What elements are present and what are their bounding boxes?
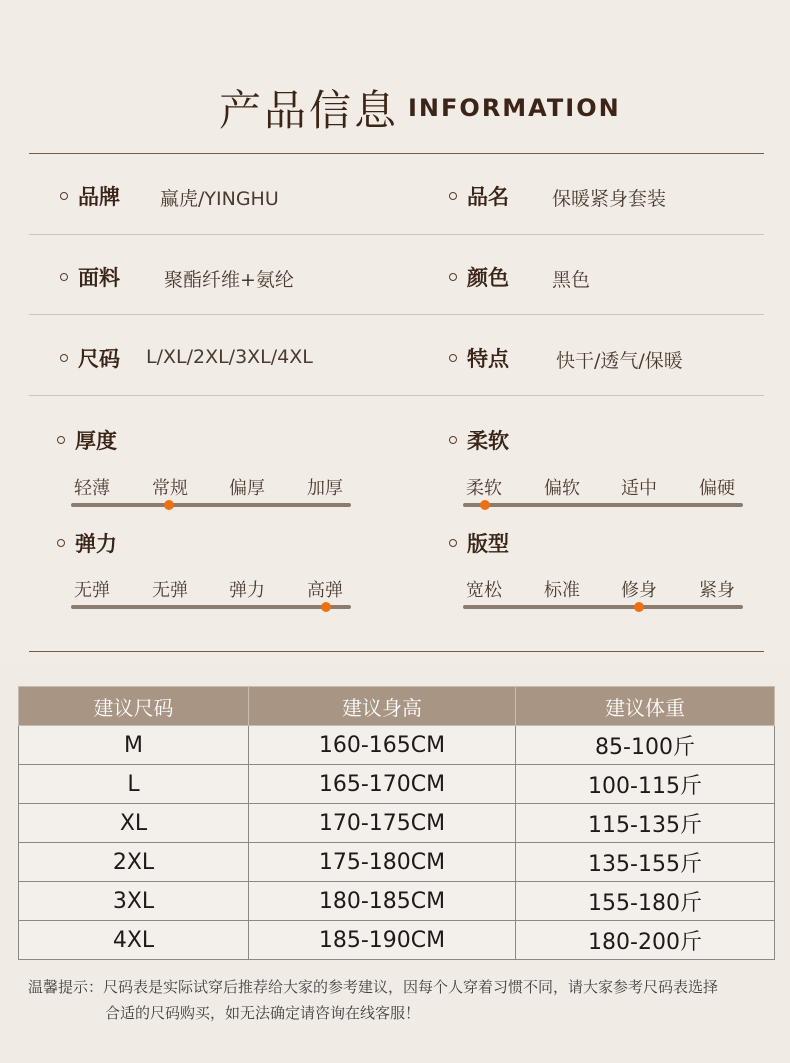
section-title-en: INFORMATION	[408, 94, 621, 122]
attr-label: 品名	[467, 185, 509, 209]
scale-elasticity-title	[57, 528, 117, 558]
divider	[29, 234, 764, 235]
bullet-icon	[449, 354, 457, 362]
scale-fit-title	[449, 528, 509, 558]
size-cell: 3XL	[19, 882, 249, 921]
scale-track	[463, 503, 743, 507]
attr-features	[449, 343, 509, 373]
attr-label: 面料	[78, 266, 120, 290]
bullet-icon	[60, 354, 68, 362]
column-header: 建议尺码	[19, 687, 249, 726]
height-cell: 180-185CM	[249, 882, 516, 921]
section-title: 产品信息	[219, 86, 400, 135]
bullet-icon	[57, 539, 65, 547]
weight-cell: 180-200斤	[516, 921, 775, 960]
table-row	[19, 765, 775, 804]
scale-option: 加厚	[307, 478, 343, 499]
scale-option: 标准	[544, 580, 580, 601]
divider	[29, 395, 764, 396]
scale-option: 弹力	[229, 580, 265, 601]
column-header: 建议体重	[516, 687, 775, 726]
bullet-icon	[60, 273, 68, 281]
attr-fabric	[60, 262, 120, 292]
attr-value: 聚酯纤维+氨纶	[164, 269, 294, 291]
attr-color	[449, 262, 509, 292]
scale-option: 宽松	[466, 580, 502, 601]
attr-size	[60, 343, 120, 373]
column-header: 建议身高	[249, 687, 516, 726]
scale-option: 轻薄	[74, 478, 110, 499]
size-cell: 2XL	[19, 843, 249, 882]
table-row	[19, 726, 775, 765]
scale-thickness-title	[57, 425, 117, 455]
scale-marker	[164, 500, 174, 510]
scale-label: 柔软	[467, 429, 509, 453]
weight-cell: 85-100斤	[516, 726, 775, 765]
weight-cell: 100-115斤	[516, 765, 775, 804]
height-cell: 175-180CM	[249, 843, 516, 882]
scale-option: 无弹	[152, 580, 188, 601]
divider	[29, 153, 764, 154]
size-note-line1: 温馨提示：尺码表是实际试穿后推荐给大家的参考建议，因每个人穿着习惯不同，请大家参考尺码表选择	[28, 978, 719, 996]
weight-cell: 115-135斤	[516, 804, 775, 843]
size-table	[18, 686, 775, 960]
attr-label: 品牌	[78, 185, 120, 209]
attr-brand	[60, 181, 120, 211]
bullet-icon	[449, 436, 457, 444]
bullet-icon	[60, 192, 68, 200]
divider	[29, 651, 764, 652]
scale-option: 无弹	[74, 580, 110, 601]
scale-label: 厚度	[75, 429, 117, 453]
scale-option: 偏硬	[699, 478, 735, 499]
scale-option: 偏厚	[229, 478, 265, 499]
scale-option: 柔软	[466, 478, 502, 499]
scale-option: 适中	[621, 478, 657, 499]
scale-option: 高弹	[307, 580, 343, 601]
table-row	[19, 882, 775, 921]
size-cell: M	[19, 726, 249, 765]
scale-label: 版型	[467, 532, 509, 556]
size-cell: 4XL	[19, 921, 249, 960]
table-row	[19, 843, 775, 882]
scale-label: 弹力	[75, 532, 117, 556]
size-cell: XL	[19, 804, 249, 843]
attr-value: 保暖紧身套装	[552, 188, 667, 210]
attr-label: 尺码	[78, 347, 120, 371]
height-cell: 160-165CM	[249, 726, 516, 765]
attr-label: 特点	[467, 347, 509, 371]
attr-value: L/XL/2XL/3XL/4XL	[146, 346, 313, 368]
attr-value: 黑色	[552, 269, 591, 291]
attr-value: 赢虎/YINGHU	[160, 188, 279, 210]
bullet-icon	[449, 273, 457, 281]
scale-track	[463, 605, 743, 609]
table-row	[19, 921, 775, 960]
bullet-icon	[449, 192, 457, 200]
scale-marker	[321, 602, 331, 612]
bullet-icon	[57, 436, 65, 444]
scale-option: 紧身	[699, 580, 735, 601]
scale-option: 常规	[152, 478, 188, 499]
scale-track	[71, 503, 351, 507]
table-row	[19, 804, 775, 843]
size-cell: L	[19, 765, 249, 804]
table-header-row	[19, 687, 775, 726]
attr-value: 快干/透气/保暖	[556, 350, 683, 372]
divider	[29, 314, 764, 315]
scale-softness-title	[449, 425, 509, 455]
scale-option: 修身	[621, 580, 657, 601]
attr-label: 颜色	[467, 266, 509, 290]
weight-cell: 135-155斤	[516, 843, 775, 882]
size-note-line2: 合适的尺码购买，如无法确定请咨询在线客服！	[105, 1004, 421, 1022]
bullet-icon	[449, 539, 457, 547]
height-cell: 165-170CM	[249, 765, 516, 804]
height-cell: 185-190CM	[249, 921, 516, 960]
scale-option: 偏软	[544, 478, 580, 499]
weight-cell: 155-180斤	[516, 882, 775, 921]
scale-track	[71, 605, 351, 609]
attr-product-name	[449, 181, 509, 211]
height-cell: 170-175CM	[249, 804, 516, 843]
